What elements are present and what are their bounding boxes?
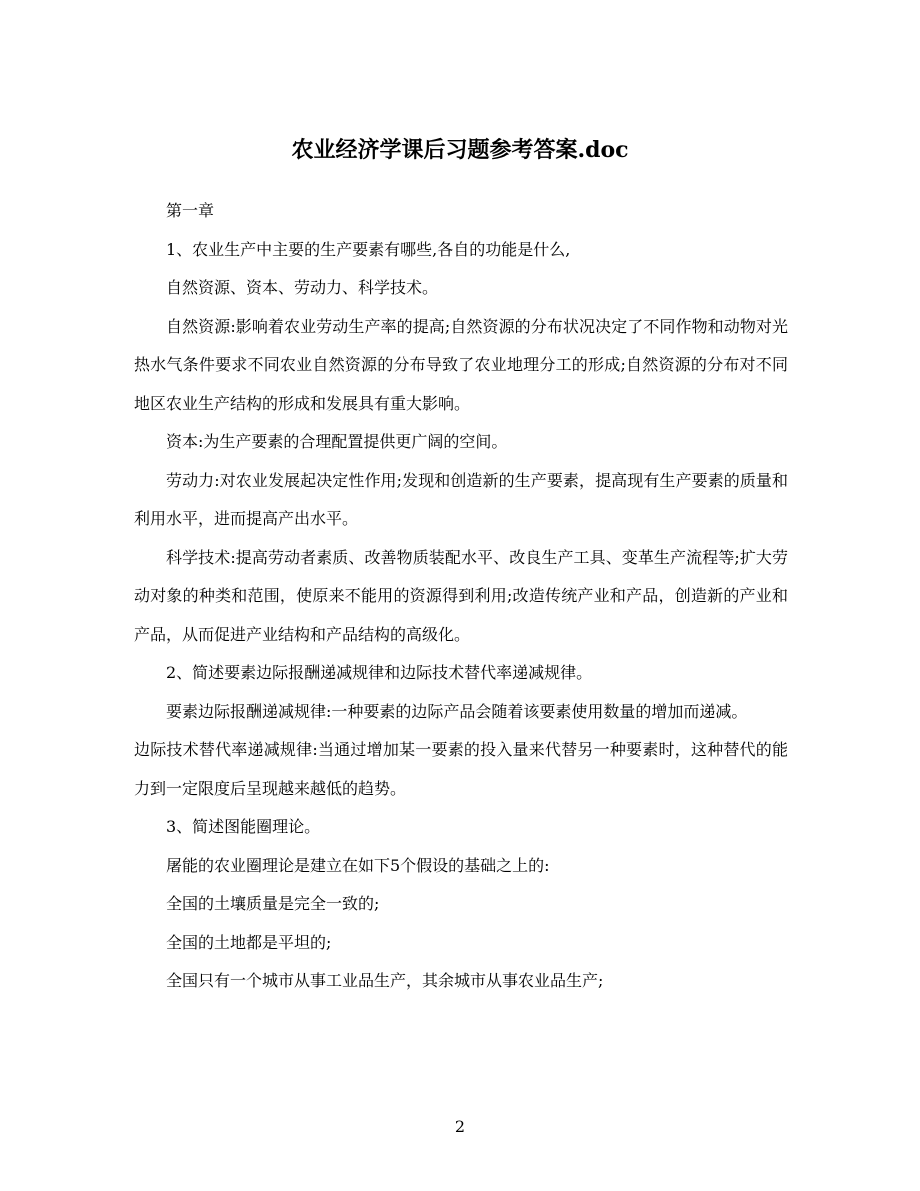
answer-paragraph: 科学技术:提高劳动者素质、改善物质装配水平、改良生产工具、变革生产流程等;扩大劳动对象的种类和范围，使原来不能用的资源得到利用;改造传统产业和产品，创造新的产业和产品，从而促进产业结构和产品结构的高级化。 xyxy=(134,547,788,644)
question-2: 2、简述要素边际报酬递减规律和边际技术替代率递减规律。 xyxy=(166,663,593,682)
answer-paragraph: 资本:为生产要素的合理配置提供更广阔的空间。 xyxy=(166,432,508,451)
question-3: 3、简述图能圈理论。 xyxy=(166,817,321,836)
answer-paragraph: 自然资源、资本、劳动力、科学技术。 xyxy=(166,278,439,297)
document-body xyxy=(134,192,788,1001)
document-title: 农业经济学课后习题参考答案.doc xyxy=(291,137,629,163)
answer-paragraph: 屠能的农业圈理论是建立在如下5个假设的基础之上的: xyxy=(166,855,550,875)
assumption-item: 全国的土壤质量是完全一致的; xyxy=(166,894,380,913)
answer-paragraph: 自然资源:影响着农业劳动生产率的提高;自然资源的分布状况决定了不同作物和动物对光热水气条件要求不同农业自然资源的分布导致了农业地理分工的形成;自然资源的分布对不同地区农业生产结构的形成和发展具有重大影响。 xyxy=(134,316,788,413)
assumption-item: 全国只有一个城市从事工业品生产，其余城市从事农业品生产; xyxy=(166,971,604,990)
assumption-item: 全国的土地都是平坦的; xyxy=(166,932,332,952)
page-number: 2 xyxy=(454,1117,466,1136)
answer-paragraph: 劳动力:对农业发展起决定性作用;发现和创造新的生产要素，提高现有生产要素的质量和利用水平，进而提高产出水平。 xyxy=(134,470,788,528)
chapter-heading: 第一章 xyxy=(166,201,215,220)
question-1: 1、农业生产中主要的生产要素有哪些,各自的功能是什么, xyxy=(166,239,571,259)
answer-paragraph: 要素边际报酬递减规律:一种要素的边际产品会随着该要素使用数量的增加而递减。 xyxy=(166,701,748,721)
answer-paragraph: 边际技术替代率递减规律:当通过增加某一要素的投入量来代替另一种要素时，这种替代的能力到一定限度后呈现越来越低的趋势。 xyxy=(134,740,788,798)
